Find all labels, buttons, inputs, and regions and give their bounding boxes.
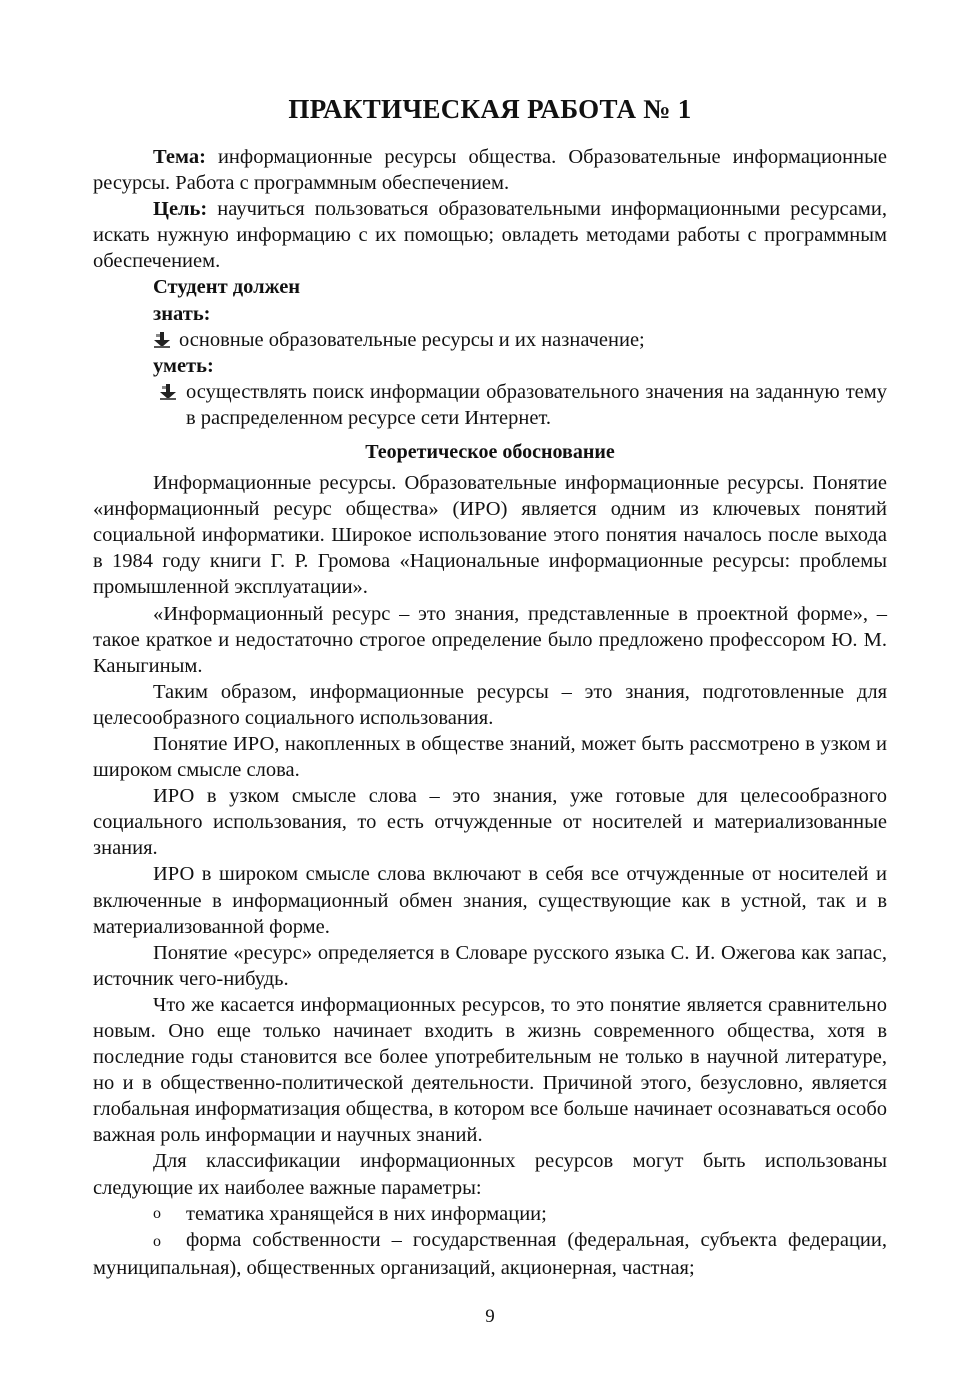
know-item-text: основные образовательные ресурсы и их назначение;: [179, 328, 645, 351]
section-heading: Теоретическое обоснование: [365, 441, 615, 464]
body-paragraph: Таким образом, информационные ресурсы – это знания, подготовленные для целесообразного социального использования.: [93, 680, 887, 729]
body-paragraph: ИРО в узком смысле слова – это знания, уже готовые для целесообразного социального использования, то есть отчужденные от носителей и материализованные знания.: [93, 785, 887, 860]
page-title: ПРАКТИЧЕСКАЯ РАБОТА № 1: [288, 94, 692, 124]
list-item: [93, 1227, 887, 1281]
page-number: 9: [485, 1306, 495, 1327]
body-paragraph: ИРО в широком смысле слова включают в себя все отчужденные от носителей и включенные в информационный обмен знания, существующие как в устной, так и в материализованной форме.: [93, 863, 887, 938]
circle-bullet-icon: o: [153, 1204, 161, 1222]
goal-paragraph: [93, 196, 887, 274]
circle-bullet-icon: o: [153, 1232, 161, 1250]
body-paragraph: «Информационный ресурс – это знания, представленные в проектной форме», – такое краткое и недостаточно строгое определение было предложено профессором Ю. М. Каныгиным.: [93, 602, 887, 677]
list-item-text: форма собственности – государственная (федеральная, субъекта федерации, муниципальная), общественных организаций, акционерная, частная;: [93, 1228, 887, 1279]
body-paragraph: Что же касается информационных ресурсов, то это понятие является сравнительно новым. Оно еще только начинает входить в жизнь современного общества, хотя в последние годы становится все более употребительным не только в научной литературе, но и в общественно-политической деятельности. Причиной этого, безусловно, является глобальная информатизация общества, в котором все больше начинает осознаваться особо важная роль информации и научных знаний.: [93, 993, 887, 1147]
can-list-item: [153, 379, 887, 431]
list-item: [93, 1201, 887, 1227]
student-must-label: Студент должен: [153, 276, 301, 299]
can-item-text: осуществлять поиск информации образовательного значения на заданную тему в распределенном ресурсе сети Интернет.: [186, 380, 887, 429]
goal-label: Цель:: [153, 198, 208, 221]
know-label: знать:: [153, 302, 211, 325]
topic-paragraph: [93, 144, 887, 196]
down-arrow-bullet-icon: [159, 384, 177, 400]
list-item-text: тематика хранящейся в них информации;: [186, 1202, 547, 1225]
document-page: [93, 92, 887, 1281]
can-label: уметь:: [153, 354, 214, 377]
down-arrow-bullet-icon: [153, 332, 171, 348]
goal-text: научиться пользоваться образовательными информационными ресурсами, искать нужную информацию с их помощью; овладеть методами работы с программным обеспечением.: [93, 198, 887, 273]
body-paragraph: Понятие «ресурс» определяется в Словаре русского языка С. И. Ожегова как запас, источник чего-нибудь.: [93, 941, 887, 990]
body-paragraph: Понятие ИРО, накопленных в обществе знаний, может быть рассмотрено в узком и широком смысле слова.: [93, 732, 887, 782]
topic-label: Тема:: [153, 146, 206, 168]
body-paragraph: Для классификации информационных ресурсов могут быть использованы следующие их наиболее важные параметры:: [93, 1150, 887, 1199]
body-paragraph: Информационные ресурсы. Образовательные информационные ресурсы. Понятие «информационный ресурс общества» (ИРО) является одним из ключевых понятий социальной информатики. Широкое использование этого понятия началось после выхода в 1984 году книги Г. Р. Громова «Национальные информационные ресурсы: проблемы промышленной эксплуатации».: [93, 472, 887, 599]
topic-text: информационные ресурсы общества. Образовательные информационные ресурсы. Работа с программным обеспечением.: [93, 146, 887, 195]
know-list-item: [153, 327, 887, 353]
